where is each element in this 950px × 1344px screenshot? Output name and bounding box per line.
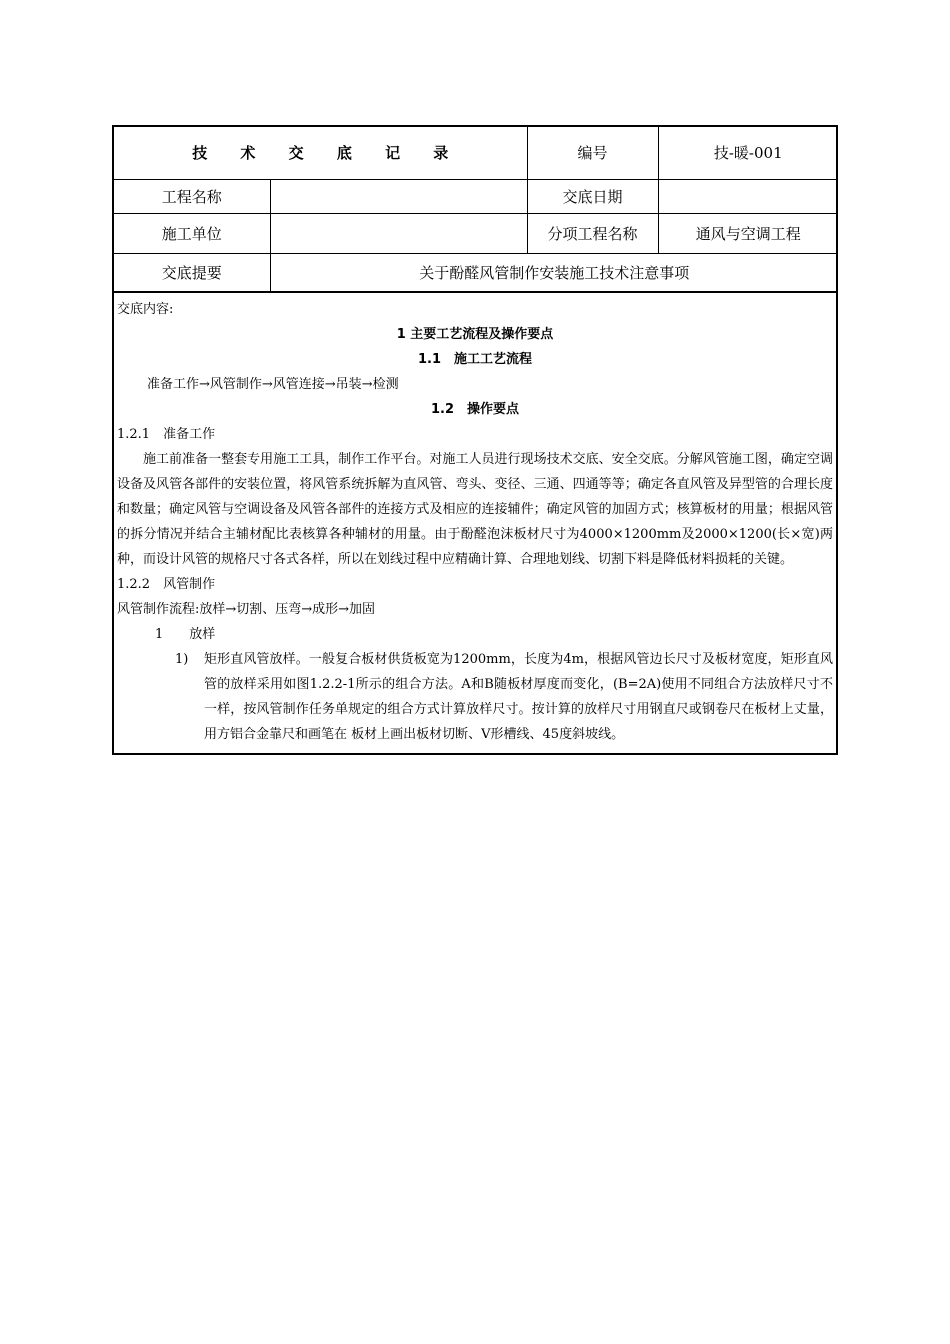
list-item xyxy=(117,647,833,747)
project-name-label: 工程名称 xyxy=(114,179,270,213)
number-label: 编号 xyxy=(527,127,658,179)
sub-project-label: 分项工程名称 xyxy=(527,213,658,253)
date-value xyxy=(658,179,838,213)
sub-project-value: 通风与空调工程 xyxy=(658,213,838,253)
section-heading-1-2: 1.2 操作要点 xyxy=(430,401,520,417)
disclosure-content xyxy=(114,292,836,753)
technical-disclosure-form xyxy=(112,125,838,755)
subsection-1-2-2: 1.2.2 风管制作 xyxy=(117,576,216,592)
list-item-text: 矩形直风管放样。一般复合板材供货板宽为1200mm，长度为4m，根据风管边长尺寸及板材宽度，矩形直风管的放样采用如图1.2.2-1所示的组合方法。A和B随板材厚度而变化，(B=2A)使用不同组合方法放样尺寸不一样，按风管制作任务单规定的组合方式计算放样尺寸。按计算的放样尺寸用钢直尺或钢卷尺在板材上丈量，用方铝合金靠尺和画笔在 板材上画出板材切断、V形槽线、45度斜坡线。 xyxy=(204,651,833,742)
list-item-number: 1) xyxy=(175,651,189,667)
item-layout: 1 放样 xyxy=(155,626,216,642)
section-heading-1-1: 1.1 施工工艺流程 xyxy=(417,351,533,367)
section-heading-1: 1 主要工艺流程及操作要点 xyxy=(396,326,554,342)
paragraph-preparation: 施工前准备一整套专用施工工具，制作工作平台。对施工人员进行现场技术交底、安全交底。分解风管施工图，确定空调设备及风管各部件的安装位置，将风管系统拆解为直风管、弯头、变径、三通、四通等等；确定各直风管及异型管的合理长度和数量；确定风管与空调设备及风管各部件的连接方式及相应的连接辅件；确定风管的加固方式；核算板材的用量；根据风管的拆分情况并结合主辅材配比表核算各种辅材的用量。由于酚醛泡沫板材尺寸为4000×1200mm及2000×1200(长×宽)两种，而设计风管的规格尺寸各式各样，所以在划线过程中应精确计算、合理地划线、切割下料是降低材料损耗的关键。 xyxy=(117,451,833,567)
project-name-value xyxy=(270,179,527,213)
content-label: 交底内容: xyxy=(117,301,174,317)
number-value: 技-暖-001 xyxy=(658,127,838,179)
unit-label: 施工单位 xyxy=(114,213,270,253)
date-label: 交底日期 xyxy=(527,179,658,213)
process-flow: 准备工作→风管制作→风管连接→吊装→检测 xyxy=(147,376,399,392)
unit-value xyxy=(270,213,527,253)
summary-value: 关于酚醛风管制作安装施工技术注意事项 xyxy=(270,253,838,291)
summary-label: 交底提要 xyxy=(114,253,270,291)
subsection-1-2-1: 1.2.1 准备工作 xyxy=(117,426,216,442)
header-table xyxy=(114,127,838,292)
duct-process-flow: 风管制作流程:放样→切割、压弯→成形→加固 xyxy=(117,601,376,617)
document-title: 技 术 交 底 记 录 xyxy=(114,127,527,179)
